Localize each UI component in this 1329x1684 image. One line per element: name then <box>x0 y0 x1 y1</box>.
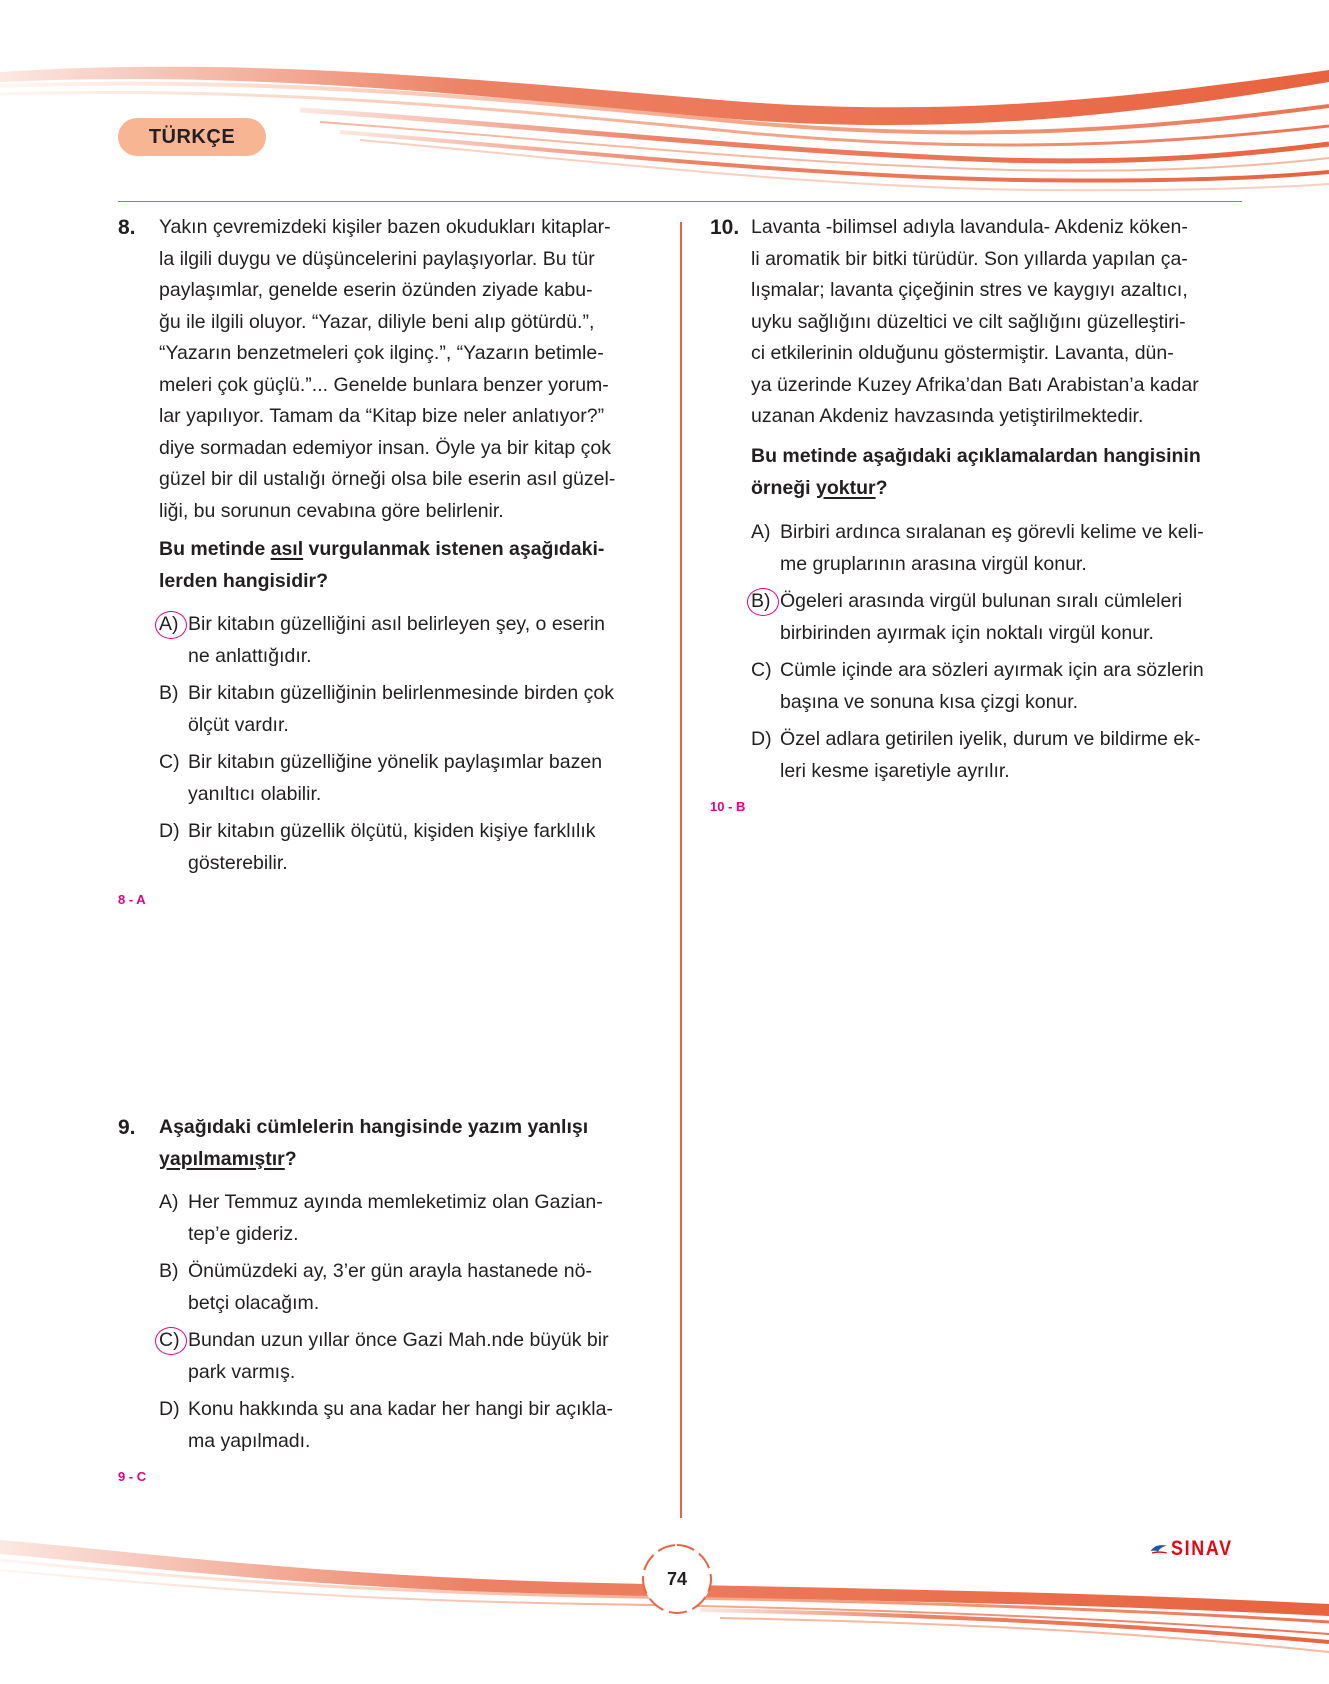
option-letter: D) <box>751 728 772 750</box>
answer-key-8: 8 - A <box>118 892 146 907</box>
option-text: Bir kitabın güzelliğini asıl belirleyen şey, o eserin ne anlattığıdır. <box>188 613 605 667</box>
option-text: Ögeleri arasında virgül bulunan sıralı cümleleri birbirinden ayırmak için noktalı virgül konur. <box>780 590 1183 644</box>
subject-label: TÜRKÇE <box>118 118 266 156</box>
answer-key-9: 9 - C <box>118 1469 147 1484</box>
option-text: Birbiri ardınca sıralanan eş görevli kelime ve keli- me gruplarının arasına virgül konur. <box>780 521 1204 575</box>
option-letter: A) <box>159 613 179 635</box>
option-text: Özel adlara getirilen iyelik, durum ve bildirme ek- leri kesme işaretiyle ayrılır. <box>780 728 1201 782</box>
option-letter: A) <box>751 521 771 543</box>
option-text: Bundan uzun yıllar önce Gazi Mah.nde büyük bir park varmış. <box>188 1329 609 1383</box>
option-letter: C) <box>751 659 772 681</box>
option-letter: B) <box>159 1260 179 1282</box>
option-letter: C) <box>159 1329 180 1351</box>
option-letter: D) <box>159 820 180 842</box>
question-prompt: Bu metinde aşağıdaki açıklamalardan hangisinin örneği yoktur? <box>751 445 1201 499</box>
question-passage: Lavanta -bilimsel adıyla lavandula- Akdeniz köken- li aromatik bir bitki türüdür. Son yıllarda yapılan ça- lışmalar; lavanta çiçeğinin stres ve kaygıyı azaltıcı, uyku sağlığını düzeltici ve cilt sağlığını güzelleştiri- ci etkilerinin olduğunu göstermiştir. Lavanta, dün- ya üzerinde Kuzey Afrika’dan Batı Arabistan’a kadar uzanan Akdeniz havzasında yetiştirilmektedir. <box>751 216 1199 427</box>
question-passage: Yakın çevremizdeki kişiler bazen okudukları kitaplar- la ilgili duygu ve düşüncelerini paylaşıyorlar. Bu tür paylaşımlar, genelde eserin özünden ziyade kabu- ğu ile ilgili oluyor. “Yazar, diliyle beni alıp götürdü.”, “Yazarın benzetmeleri çok ilginç.”, “Yazarın betimle- meleri çok güçlü.”... Genelde bunlara benzer yorum- lar yapılıyor. Tamam da “Kitap bize neler anlatıyor?” diye sormadan edemiyor insan. Öyle ya bir kitap çok güzel bir dil ustalığı örneği olsa bile eserin asıl güzel- liği, bu sorunun cevabına göre belirlenir. <box>159 216 616 522</box>
option-text: Bir kitabın güzelliğinin belirlenmesinde birden çok ölçüt vardır. <box>188 682 614 736</box>
page-number-badge <box>640 1542 714 1616</box>
option-letter: B) <box>159 682 179 704</box>
option-letter: C) <box>159 751 180 773</box>
emphasis-underline: asıl <box>270 538 304 560</box>
option-text: Konu hakkında şu ana kadar her hangi bir açıkla- ma yapılmadı. <box>188 1398 613 1452</box>
question-10 <box>710 212 1250 792</box>
option-text: Bir kitabın güzelliğine yönelik paylaşımlar bazen yanıltıcı olabilir. <box>188 751 603 805</box>
publisher-logo <box>1150 1536 1244 1562</box>
emphasis-underline: yapılmamıştır <box>159 1147 285 1170</box>
bird-logo-icon <box>1150 1538 1167 1560</box>
question-prompt: Aşağıdaki cümlelerin hangisinde yazım yanlışı yapılmamıştır? <box>159 1116 589 1170</box>
question-8 <box>118 212 658 912</box>
emphasis-underline: yoktur <box>816 476 876 499</box>
option-text: Önümüzdeki ay, 3’er gün arayla hastanede nö- betçi olacağım. <box>188 1260 592 1314</box>
header-divider <box>118 201 1242 202</box>
option-letter: A) <box>159 1191 179 1213</box>
option-letter: B) <box>751 590 771 612</box>
question-number: 9. <box>118 1116 136 1139</box>
page-number: 74 <box>666 1568 688 1589</box>
option-letter: D) <box>159 1398 180 1420</box>
question-number: 10. <box>710 216 740 239</box>
question-prompt: Bu metinde asıl vurgulanmak istenen aşağıdaki- lerden hangisidir? <box>159 538 605 592</box>
question-9 <box>118 1112 658 1472</box>
option-text: Cümle içinde ara sözleri ayırmak için ara sözlerin başına ve sonuna kısa çizgi konur. <box>780 659 1204 713</box>
question-number: 8. <box>118 216 136 239</box>
option-text: Her Temmuz ayında memleketimiz olan Gazian- tep’e gideriz. <box>188 1191 603 1245</box>
brand-name: SINAV <box>1171 1537 1234 1560</box>
column-divider <box>680 222 682 1518</box>
option-text: Bir kitabın güzellik ölçütü, kişiden kişiye farklılık gösterebilir. <box>188 820 596 874</box>
answer-key-10: 10 - B <box>710 799 746 814</box>
